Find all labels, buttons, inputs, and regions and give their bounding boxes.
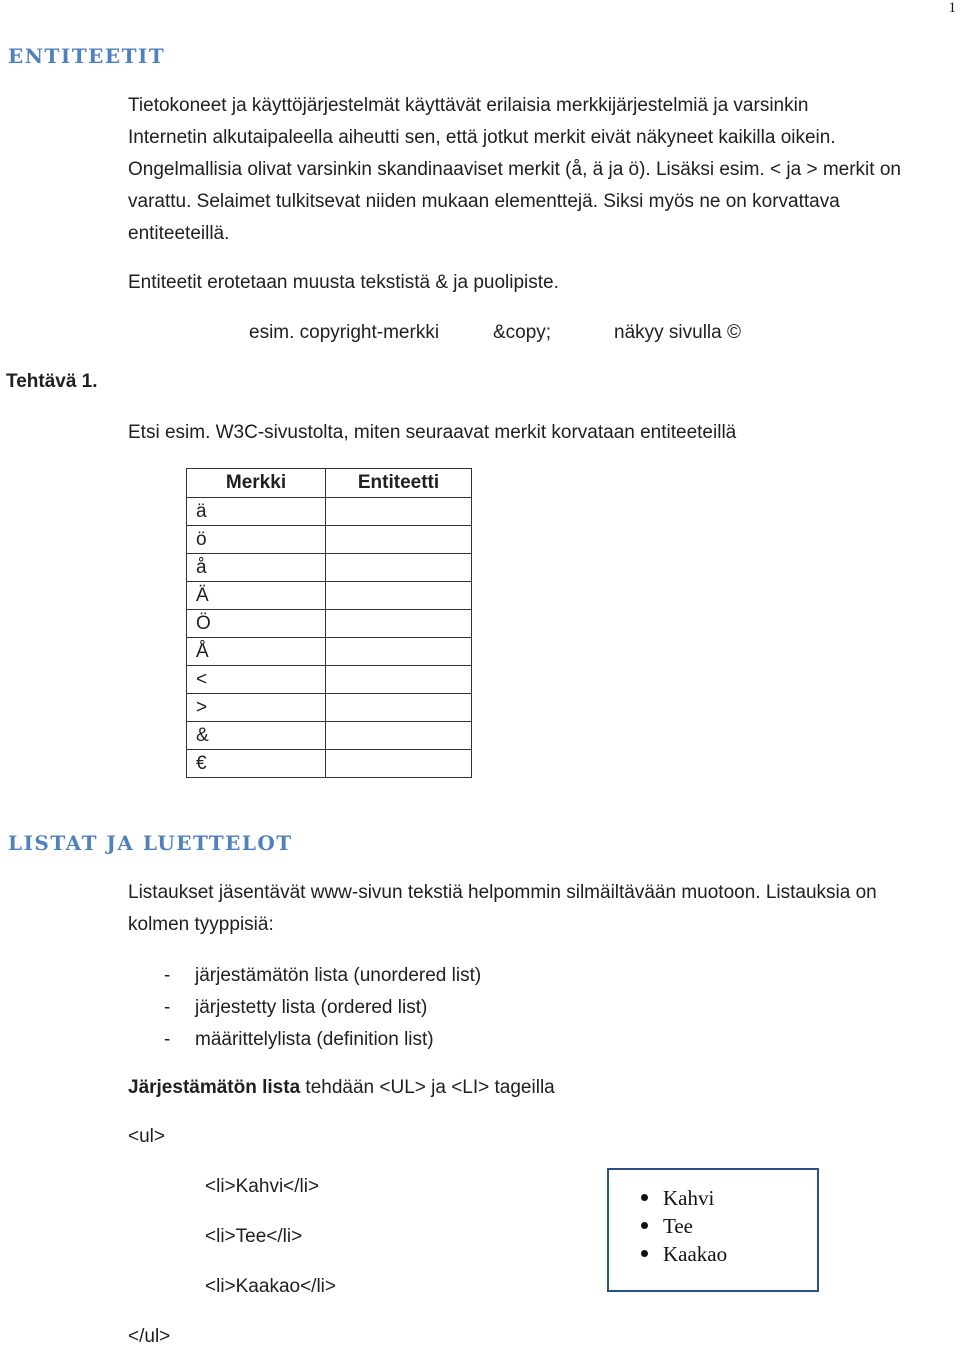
task-label: Tehtävä 1. bbox=[6, 371, 98, 392]
task-text: Etsi esim. W3C-sivustolta, miten seuraavat merkit korvataan entiteeteillä bbox=[128, 422, 737, 443]
table-cell-char: & bbox=[187, 722, 326, 750]
table-cell-char: < bbox=[187, 666, 326, 694]
list-item bbox=[160, 960, 481, 992]
table-cell-entity[interactable] bbox=[326, 638, 472, 666]
intro-line: Internetin alkutaipaleella aiheutti sen, että jotkut merkit eivät näkyneet kaikilla oikein. bbox=[128, 127, 836, 148]
table-cell-entity[interactable] bbox=[326, 610, 472, 638]
preview-item-label: Kahvi bbox=[663, 1186, 715, 1210]
intro-line: varattu. Selaimet tulkitsevat niiden mukaan elementtejä. Siksi myös ne on korvattava bbox=[128, 191, 840, 212]
list-item bbox=[160, 1024, 481, 1056]
table-cell-char: Å bbox=[187, 638, 326, 666]
table-header-row bbox=[187, 469, 472, 498]
list-item-label: järjestämätön lista (unordered list) bbox=[195, 965, 482, 986]
table-cell-entity[interactable] bbox=[326, 666, 472, 694]
bullet-icon bbox=[641, 1250, 648, 1257]
preview-list-item bbox=[639, 1240, 727, 1268]
dash-bullet-icon: - bbox=[164, 1029, 171, 1050]
ul-heading bbox=[128, 1072, 555, 1104]
list-types bbox=[160, 960, 481, 1056]
table-cell-entity[interactable] bbox=[326, 582, 472, 610]
lists-intro-line: kolmen tyyppisiä: bbox=[128, 914, 274, 935]
preview-item-label: Kaakao bbox=[663, 1242, 728, 1266]
table-cell-char: Ä bbox=[187, 582, 326, 610]
list-item bbox=[160, 992, 481, 1024]
table-cell-char: € bbox=[187, 750, 326, 778]
entity-table bbox=[186, 468, 472, 778]
table-row bbox=[187, 582, 472, 610]
code-ul-open: <ul> bbox=[128, 1126, 165, 1147]
preview-list bbox=[639, 1184, 727, 1268]
table-cell-char: ä bbox=[187, 498, 326, 526]
table-row bbox=[187, 554, 472, 582]
table-header-entiteetti: Entiteetti bbox=[326, 469, 472, 498]
dash-bullet-icon: - bbox=[164, 965, 171, 986]
list-item-label: järjestetty lista (ordered list) bbox=[195, 997, 428, 1018]
preview-list-item bbox=[639, 1184, 727, 1212]
table-row bbox=[187, 498, 472, 526]
table-row bbox=[187, 526, 472, 554]
ul-heading-bold: Järjestämätön lista bbox=[128, 1077, 301, 1098]
code-li-item: <li>Tee</li> bbox=[205, 1226, 303, 1247]
section-heading-entiteetit: ENTITEETIT bbox=[8, 44, 166, 68]
lists-intro-line: Listaukset jäsentävät www-sivun tekstiä helpommin silmäiltävään muotoon. Listauksia on bbox=[128, 882, 877, 903]
list-item-label: määrittelylista (definition list) bbox=[195, 1029, 434, 1050]
intro-line: entiteeteillä. bbox=[128, 223, 230, 244]
example-label: esim. copyright-merkki bbox=[249, 322, 440, 343]
table-row bbox=[187, 722, 472, 750]
intro-line: Tietokoneet ja käyttöjärjestelmät käyttävät erilaisia merkkijärjestelmiä ja varsinkin bbox=[128, 95, 809, 116]
table-cell-entity[interactable] bbox=[326, 722, 472, 750]
intro-paragraph bbox=[128, 90, 958, 250]
preview-list-item bbox=[639, 1212, 727, 1240]
page-number: 1 bbox=[948, 0, 956, 16]
table-cell-char: Ö bbox=[187, 610, 326, 638]
intro-line: Ongelmallisia olivat varsinkin skandinaaviset merkit (å, ä ja ö). Lisäksi esim. < ja > merkit on bbox=[128, 159, 901, 180]
table-cell-char: å bbox=[187, 554, 326, 582]
table-cell-char: > bbox=[187, 694, 326, 722]
bullet-icon bbox=[641, 1194, 648, 1201]
table-row bbox=[187, 638, 472, 666]
preview-item-label: Tee bbox=[663, 1214, 694, 1238]
table-row bbox=[187, 694, 472, 722]
bullet-icon bbox=[641, 1222, 648, 1229]
table-row bbox=[187, 750, 472, 778]
example-result: näkyy sivulla © bbox=[614, 322, 741, 343]
table-header-merkki: Merkki bbox=[187, 469, 326, 498]
entity-separation-note: Entiteetit erotetaan muusta tekstistä & ja puolipiste. bbox=[128, 272, 559, 293]
table-cell-entity[interactable] bbox=[326, 750, 472, 778]
table-cell-entity[interactable] bbox=[326, 554, 472, 582]
table-cell-entity[interactable] bbox=[326, 526, 472, 554]
code-li-item: <li>Kaakao</li> bbox=[205, 1276, 336, 1297]
ul-heading-rest: tehdään <UL> ja <LI> tageilla bbox=[300, 1077, 555, 1098]
table-cell-entity[interactable] bbox=[326, 694, 472, 722]
table-cell-entity[interactable] bbox=[326, 498, 472, 526]
section-heading-listat: LISTAT JA LUETTELOT bbox=[8, 831, 293, 855]
table-row bbox=[187, 666, 472, 694]
code-ul-close: </ul> bbox=[128, 1326, 171, 1347]
dash-bullet-icon: - bbox=[164, 997, 171, 1018]
list-preview bbox=[607, 1168, 819, 1292]
table-row bbox=[187, 610, 472, 638]
lists-intro-paragraph bbox=[128, 877, 958, 941]
code-li-item: <li>Kahvi</li> bbox=[205, 1176, 320, 1197]
example-entity-code: &copy; bbox=[493, 322, 552, 343]
table-cell-char: ö bbox=[187, 526, 326, 554]
